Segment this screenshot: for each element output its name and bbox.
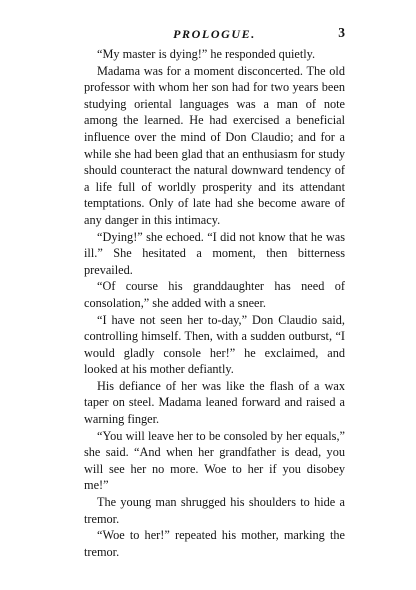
body-text — [84, 46, 345, 560]
paragraph: “Woe to her!” repeated his mother, marking the tremor. — [84, 528, 345, 559]
running-head — [84, 26, 345, 44]
paragraph: His defiance of her was like the flash of a wax taper on steel. Madama leaned forward and raised a warning finger. — [84, 378, 345, 427]
running-title: PROLOGUE. — [173, 27, 256, 41]
paragraph: Madama was for a moment disconcerted. The old professor with whom her son had for two years been studying oriental languages was a man of note among the learned. He had exercised a beneficial influence over the mind of Don Claudio; and for a while she had been glad that an enthusiasm for study should counteract the natural downward tendency of a life full of worldly prosperity and its attendant temptations. Only of late had she become aware of any danger in this intimacy. — [84, 63, 345, 227]
page-number: 3 — [338, 25, 345, 40]
paragraph: The young man shrugged his shoulders to hide a tremor. — [84, 495, 345, 526]
paragraph: “Dying!” she echoed. “I did not know that he was ill.” She hesitated a moment, then bitterness prevailed. — [84, 229, 345, 277]
paragraph: “I have not seen her to-day,” Don Claudio said, controlling himself. Then, with a sudden outburst, “I would gladly console her!” he exclaimed, and looked at his mother defiantly. — [84, 312, 345, 377]
paragraph: “Of course his granddaughter has need of consolation,” she added with a sneer. — [84, 279, 345, 310]
paragraph: “My master is dying!” he responded quietly. — [97, 47, 316, 61]
paragraph: “You will leave her to be consoled by her equals,” she said. “And when her grandfather is dead, you will see her no more. Woe to her if you disobey me!” — [84, 428, 345, 493]
